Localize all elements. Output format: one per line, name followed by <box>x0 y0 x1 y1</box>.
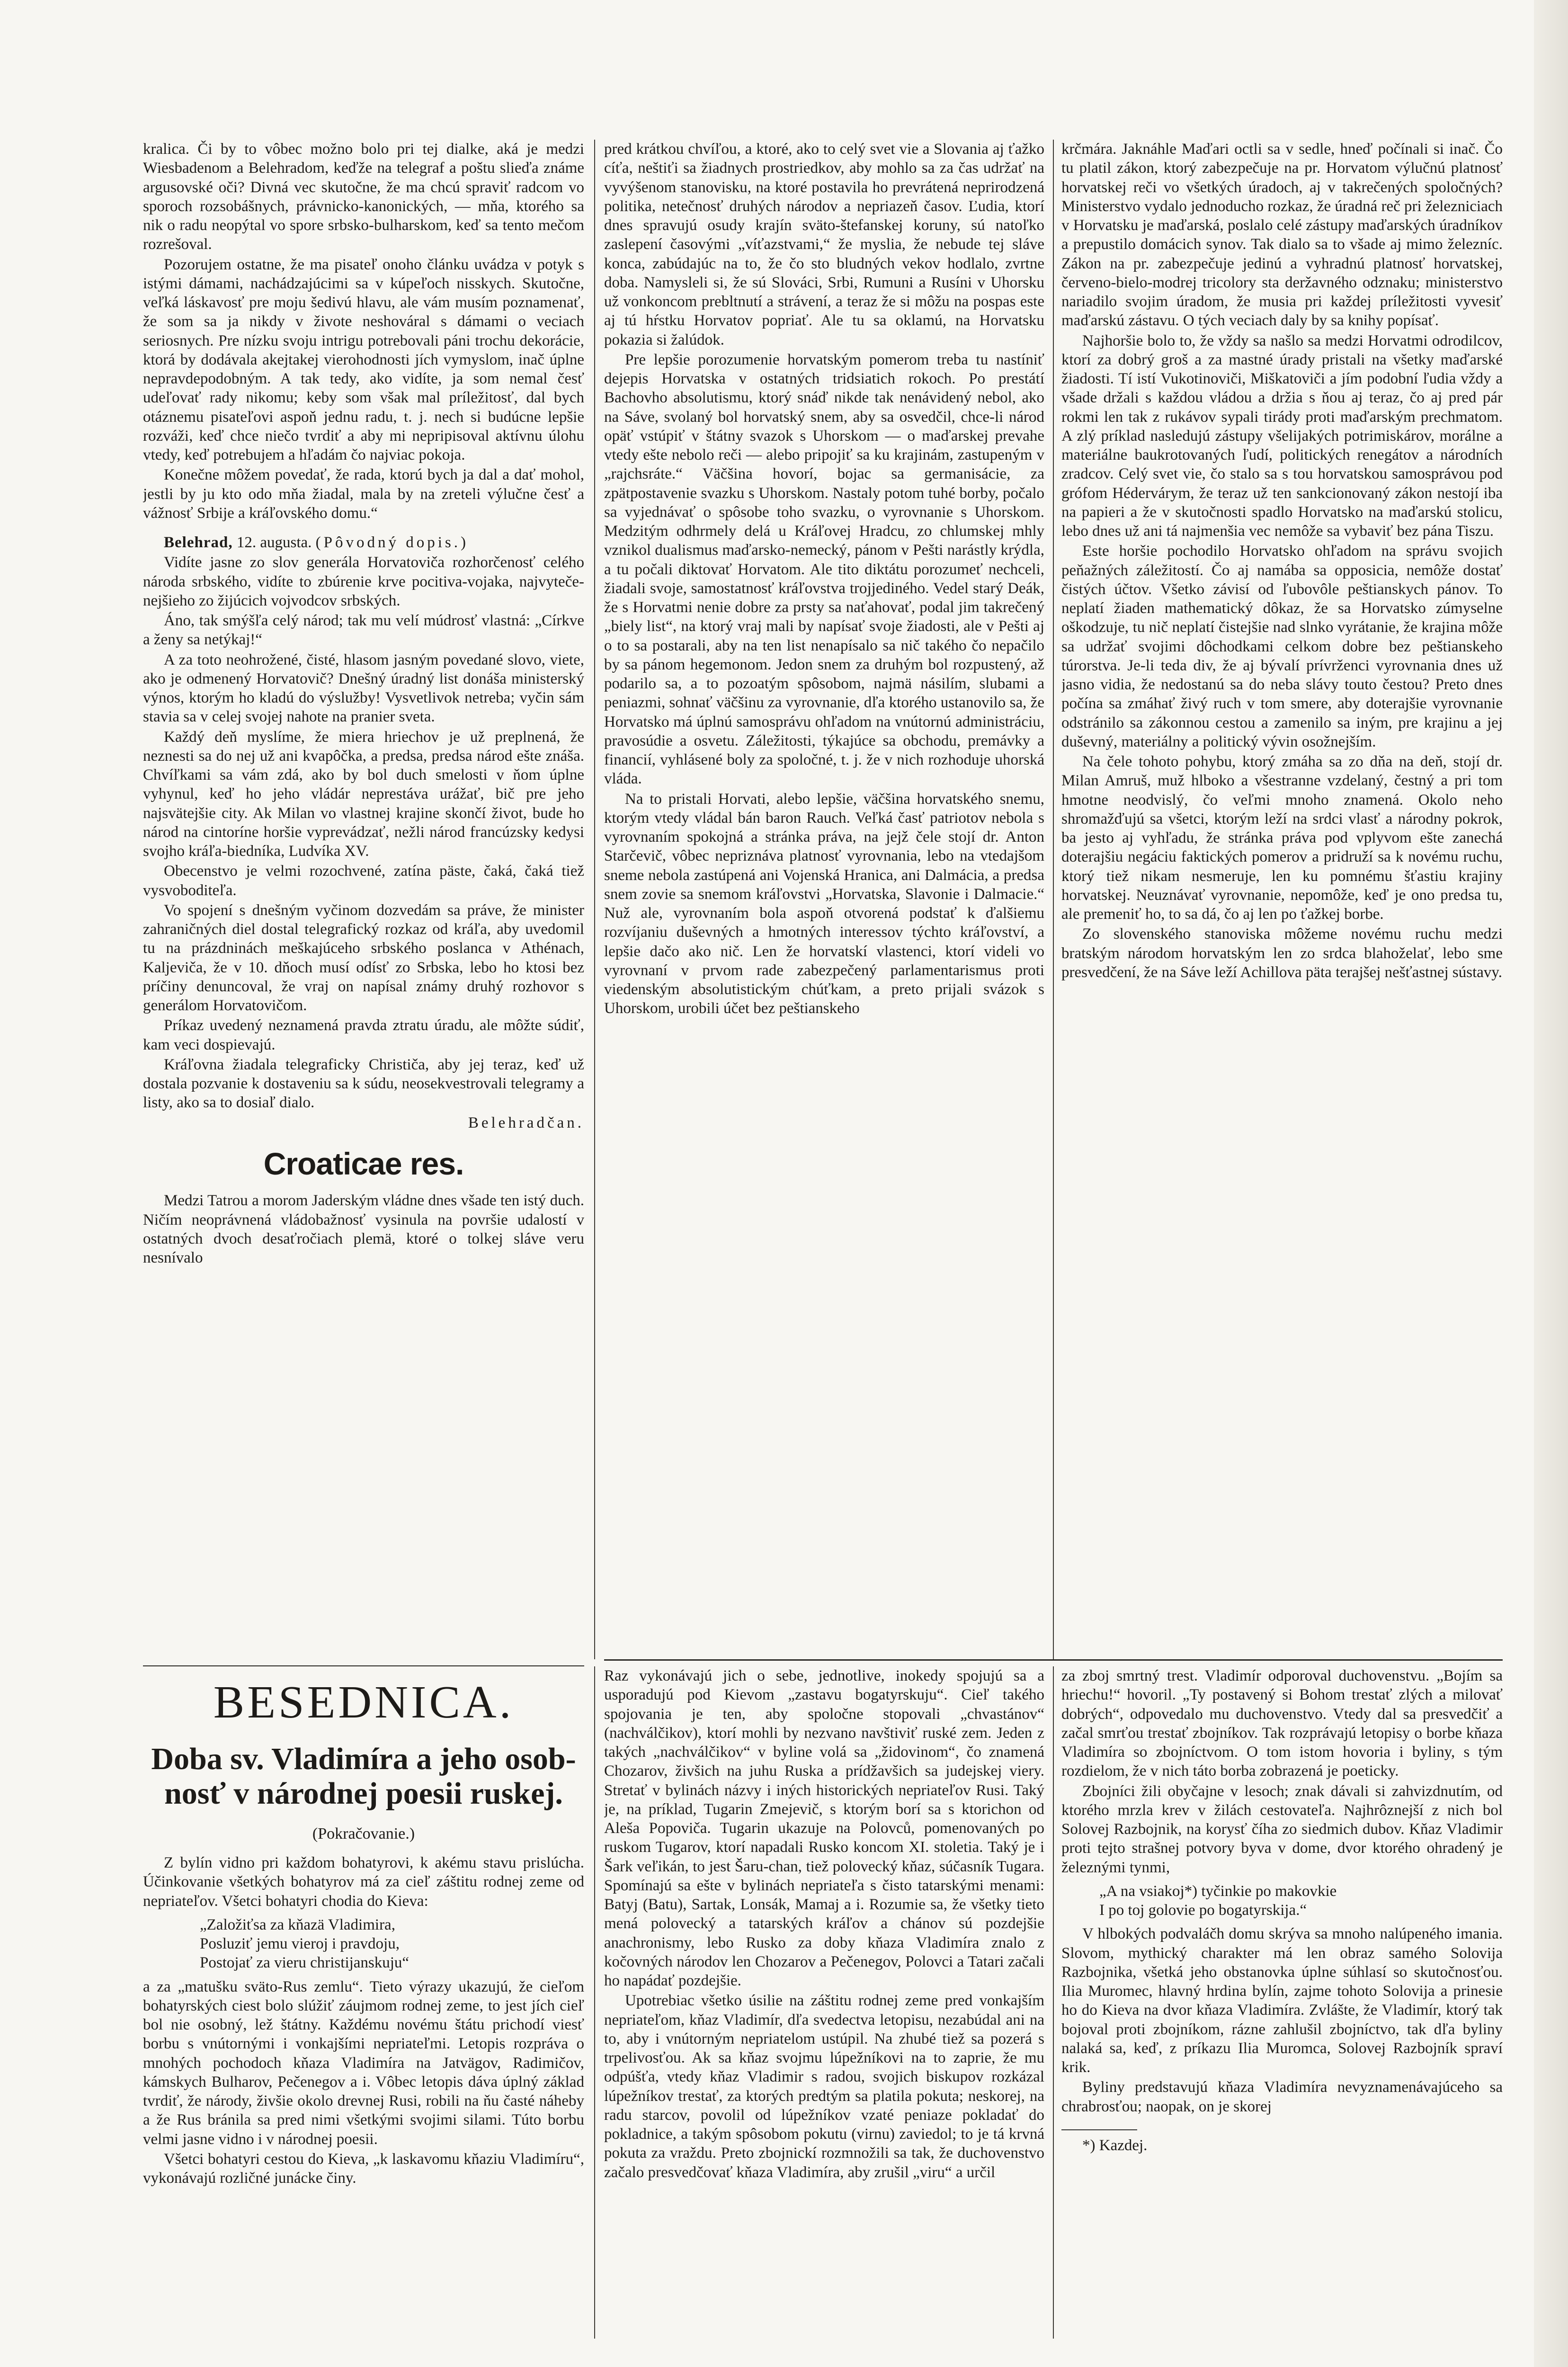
dateline-place: Belehrad, <box>164 534 233 551</box>
verse-line: Postojať za vieru christijanskuju“ <box>200 1954 410 1972</box>
paragraph: Každý deň myslíme, že miera hriechov je už preplnená, že neznesti sa do nej už ani kvapôčka, a predsa, predsa národ ešte znáša. Chvíľkami sa vám zdá, ako by bol duch smelosti v ňom úplne vyhynul, keď ho jeho vládár neprestáva urážať, bič pre jeho najsvätejšie city. Ak Milan vo vlastnej krajine skončí život, bude ho národ na cintoríne horšie vyprevádzať, nežli národ francúzsky kedysi svojho kráľa-biedníka, Ludvíka XV. <box>143 728 584 860</box>
paragraph: Zbojníci žili obyčajne v lesoch; znak dávali si zahvizdnutím, od ktorého mrzla krev v žilách cestovateľa. Najhrôznejší z nich bol Solovej Razbojnik, na korysť číha zo siedmich dubov. Kňaz Vladimir proti tejto strašnej potvory byva v dome, dvor ktorého ohradený je železnými tynmi, <box>1061 1782 1503 1876</box>
paragraph: Pozorujem ostatne, že ma pisateľ onoho článku uvádza v potyk s istými dámami, nachádzajúcimi sa v kúpeľoch nisskych. Skutočne, veľká láskavosť pre moju šedivú hlavu, ale vám musím poznamenať, že som sa ja nikdy v živote neshováral s dámami o veciach seriosnych. Pre nízku svoju intrigu potrebovali páni trochu dekorácie, ktorá by dodávala akejtakej vierohodnosti jích vymyslom, inač úplne nepravdepodobným. A tak tedy, ako vidíte, ja som nemal česť udeľovať rady nikomu; keby som však mal príležitosť, dal bych otáznemu pisateľovi aspoň jednu radu, t. j. nech si budúcne lepšie rozváži, keď chce niečo tvrdiť a aby mi nepripisoval aktívnu úlohu vtedy, keď potrebujem a hľadám čo najviac pokoja. <box>143 256 584 463</box>
paragraph: Áno, tak smýšľa celý národ; tak mu velí múdrosť vlastná: „Církve a ženy sa netýkaj!“ <box>143 612 584 649</box>
paragraph: Na čele tohoto pohybu, ktorý zmáha sa zo dňa na deň, stojí dr. Milan Amruš, muž hlboko a všestranne vzdelaný, čestný a pri tom hmotne neodvislý, čo veľmi mnoho znamená. Okolo neho shromažďujú sa všetci, ktorým leží na srdci vlasť a národny pokrok, ba jesto aj vyhľadu, že stránka práva pod vplyvom ešte zanechá doterajšiu negáciu faktických pomerov a pridruží sa k novému ruchu, ktorý tiež nikam nesmeruje, len ku pomnému šťastiu krajiny horvatskej. Neuznávať vyrovnanie, nepomôže, keď je ono predsa tu, ale premeniť ho, to sa dá, čo aj len po ťažkej borbe. <box>1061 753 1503 923</box>
footnote: *) Kazdej. <box>1082 2136 1148 2154</box>
article-title-line: Doba sv. Vladimíra a jeho osob- <box>151 1742 576 1776</box>
column-top-right <box>1061 140 1503 1673</box>
column-divider <box>594 140 595 1659</box>
paragraph: kralica. Či by to vôbec možno bolo pri tej dialke, aká je medzi Wiesbadenom a Belehradom, keďže na telegraf a poštu slieďa známe argusovské oči? Divná vec skutočne, že ma chcú spraviť radcom vo sporoch rozsobášnych, právnicko-kanonických, — mňa, ktorého sa nik o radu neopýtal vo spore srbsko-bulharskom, keď sa tento mečom rozrešoval. <box>143 141 584 253</box>
column-divider <box>594 1666 595 2339</box>
paragraph: Všetci bohatyri cestou do Kieva, „k laskavomu kňaziu Vladimíru“, vykonávajú rozličné junácke činy. <box>143 2150 584 2187</box>
dateline-date: 12. augusta. <box>236 534 312 551</box>
paragraph: Este horšie pochodilo Horvatsko ohľadom na správu svojich peňažných záležitostí. Čo aj namába sa opposicia, nemôže dostať čistých účtov. Všetko závisí od ľubovôle peštianskych pánov. To neplatí žiaden mathematický dôkaz, že sa Horvatsko zúmyselne oškodzuje, tu nič neplatí čistejšie nad slnko vyrátanie, že krajina môže sa udržať svojimi dôchodkami celkom dobre bez peštianskeho túrorstva. Je-li teda div, že aj bývalí prívrženci vyrovnania dnes už jasno vidia, že nedostanú sa do neba slávy touto čestou? Preto dnes počína sa zmáhať živý ruch v tom smere, aby doterajšie vyrovnanie odstránilo sa zákonnou cestou a zamenilo sa iným, pre krajinu a jej duševný, materiálny a politický vývin osožnejším. <box>1061 543 1503 750</box>
paragraph: Byliny predstavujú kňaza Vladimíra nevyznamenávajúceho sa chrabrosťou; naopak, on je skorej <box>1061 2079 1503 2115</box>
dateline-tag: (Pôvodný dopis.) <box>315 534 469 551</box>
paragraph: A za toto neohrožené, čisté, hlasom jasným povedané slovo, viete, ako je odmenený Horvatovič? Dnešný úradný list donáša ministerský výnos, ktorým ho kladú do výslužby! Vysvetlivok netreba; vyčin sám stavia sa v celej svojej nahote na pranier sveta. <box>143 651 584 726</box>
section-divider <box>143 1665 584 1666</box>
verse <box>200 1915 584 1973</box>
paragraph: Raz vykonávajú jich o sebe, jednotlive, inokedy spojujú sa a usporadujú pod Kievom „zastavu bogatyrskuju“. Cieľ takého spojovania je ten, aby spoločne stopovali „chvastánov“ (nachválčikov), ktorí mohli by nezvano navštiviť ruské zem. Jeden z takých „nachválčikov“ v byline volá sa „židovinom“, čo znamená Chozarov, živšich na juhu Ruska a prídžavšich sa judejskej viery. Stretať v bylinách názvy i iných historických nepriateľov Rusi. Taký je, na príklad, Tugarin Zmejevič, s ktorým borí sa s ktorichon od Aleša Popoviča. Tugarin ukazuje na Polovců, pomenovaných po ruskom Tugarov, ktorí napadali Rusko koncom XI. stoletia. Taký je i Šark veľikán, to jest Šaru-chan, tiež polovecký kňaz, súčasník Tugara. Spomínajú sa ešte v bylinách nepriateľa s čisto tatarskými menami: Batyj (Batu), Sartak, Lonsák, Mamaj a i. Rozumie sa, že všetky tieto mená polovecký a tatarských kráľov a chánov sú pozdejšie anachronismy, lebo Rusko za doby kňaza Vladimíra znalo z kočovných národov len Chozarov a Pečenegov, Polovci a Tatari začali ho napádať pozdejšie. <box>604 1667 1044 1989</box>
paragraph: Na to pristali Horvati, alebo lepšie, väčšina horvatského snemu, ktorým vtedy vládal bán baron Rauch. Veľká časť patriotov nebola s vyrovnaním spokojná a stránka práva, na jejž čele stojí dr. Anton Starčevič, vôbec nepriznáva platnosť vyrovnania, lebo na vtedajšom sneme nebola zastúpená ani Vojenská Hranica, ani Dalmácia, a predsa snem zovie sa snemom kráľovstvi „Horvatska, Slavonie i Dalmacie.“ Nuž ale, vyrovnaním bola aspoň otvorená podstať k ďalšiemu rozvíjaniu duševných a hmotných interessov týchto kráľovství, a lepšie dačo ako nič. Len že horvatskí vlastenci, ktorí videli vo vyrovnaní v prvom rade zabezpečený parlamentarismus proti viedenským absolutistickým chúťkam, a preto prijali svázok s Uhorskom, urobili účet bez peštianskeho <box>604 790 1044 1017</box>
column-top-left <box>143 140 584 1673</box>
column-bottom-right <box>1061 1666 1503 2343</box>
paragraph: Kráľovna žiadala telegraficky Christiča, aby jej teraz, keď už dostala pozvanie k dostaveniu sa k súdu, neosekvestrovali telegramy a listy, ako sa to dosiaľ dialo. <box>143 1056 584 1112</box>
footnote-rule <box>1061 2129 1137 2130</box>
verse-line: „Založiťsa za kňazä Vladimira, <box>200 1916 395 1933</box>
page-edge <box>1534 0 1568 2367</box>
feuilleton-masthead: BESEDNICA. <box>213 1677 514 1728</box>
paragraph: Z bylín vidno pri každom bohatyrovi, k akému stavu prislúcha. Účinkovanie všetkých bohatyrov má za cieľ záštitu rodnej zeme od nepriateľov. Všetci bohatyri chodia do Kieva: <box>143 1854 584 1910</box>
paragraph: Vo spojení s dnešným vyčinom dozvedám sa práve, že minister zahraničných diel dostal telegrafický rozkaz od kráľa, aby uvedomil tu na prázdninách meškajúceho srbského poslanca v Athénach, Kaljeviča, že v 10. dňoch musí odísť zo Srbska, lebo ho ktosi bez príčiny denuncoval, že vraj on napísal známy druhý rozhovor s generálom Horvatovičom. <box>143 901 584 1014</box>
article-subtitle: (Pokračovanie.) <box>312 1825 415 1842</box>
article-title-line: nosť v národnej poesii ruskej. <box>164 1776 563 1811</box>
verse-line: I po toj golovie po bogatyrskija.“ <box>1099 1902 1307 1919</box>
paragraph: Pre lepšie porozumenie horvatským pomerom treba tu nastíniť dejepis Horvatska v ostatných tridsiatich rokoch. Po prestátí Bachovho absolutismu, ktorý snáď nikde tak nenávidený nebol, ako na Sáve, svolaný bol horvatský snem, aby sa osvedčil, chce-li národ opäť vstúpiť v štátny svazok s Uhorskom — o maďarskej prevahe vtedy ešte nebolo reči — alebo pripojiť sa ku krajinám, zastupeným v „rajchsráte.“ Väčšina hovorí, bojac sa germanisácie, za zpätpostavenie svazku s Uhorskom. Nastaly potom tuhé borby, počalo sa vyjednávať o spôsobe toho svazku, o vyrovnanie s Uhorskom. Medzitým odhrmely delá u Kráľovej Hradcu, zo chlumskej mhly vznikol dualismus maďarsko-nemecký, pánom v Pešti narástly krýdla, a tu počali diktovať Horvatom. Ale tito diktátu porozumeť nechceli, žiadali svoje, samostatnosť kráľovstva trojjediného. Vedel starý Deák, že s Horvatmi nenie dobre za prsty sa naťahovať, podal jim takrečený „biely list“, na ktorý vraj mali by napísať svoje žiadosti, ale v Pešti aj o to sa postarali, aby na ten list nenapísalo sa nič takého čo nepačilo by sa pánom hegemonom. Jedon snem za druhým bol rozpustený, až podarilo sa, a to pozoatým spôsobom, najmä násilím, slubami a peniazmi, sohnať väčšinu za vyrovnanie, dľa ktorého ustanovilo sa, že Horvatsko má úplnú samosprávu ohľadom na vnútornú administráciu, pravosúdie a osvetu. Záležitosti, týkajúce sa obchodu, premávky a financií, vyhlásené boly za spoločné, t. j. že v nich rozhoduje uhorská vláda. <box>604 351 1044 788</box>
signature: Belehradčan. <box>468 1114 584 1131</box>
paragraph: Príkaz uvedený neznamená pravda ztratu úradu, ale môžte súdiť, kam veci dospievajú. <box>143 1017 584 1053</box>
column-bottom-left <box>143 1853 584 2341</box>
column-top-middle <box>604 140 1044 1673</box>
paragraph: V hlbokých podvaláčh domu skrýva sa mnoho nalúpeného imania. Slovom, mythický charakter má len obraz samého Solovija Razbojnika, všetká jeho obstanovka úplne súhlasí so skutočnosťou. Ilia Muromec, hlavný hrdina bylín, zajme tohoto Solovija a prinesie ho do Kieva na dvor kňaza Vladimíra. Zvlášte, že Vladimír, ktorý tak bojoval proti zbojníkom, rázne zahlušil zbojníctvo, tak dľa byliny nalaká sa, keď, z príkazu Ilia Muromca, Solovej Razbojník spraví krik. <box>1061 1925 1503 2076</box>
verse <box>1099 1882 1503 1920</box>
dateline <box>143 533 584 552</box>
paragraph: Obecenstvo je velmi rozochvené, zatína päste, čaká, čaká tiež vysvoboditeľa. <box>143 863 584 899</box>
section-divider <box>604 1659 1503 1661</box>
article-title <box>143 1742 584 1811</box>
paragraph: Konečne môžem povedať, že rada, ktorú bych ja dal a dať mohol, jestli by ju kto odo mňa žiadal, mala by na zreteli výlučne česť a vážnosť Srbije a kráľovského domu.“ <box>143 466 584 522</box>
paragraph: Zo slovenského stanoviska môžeme novému ruchu medzi bratským národom horvatským len zo srdca blahoželať, lebo sme presvedčení, že na Sáve leží Achillova päta terajšej nešťastnej sústavy. <box>1061 925 1503 981</box>
column-divider <box>1053 140 1054 1659</box>
column-divider <box>1053 1666 1054 2339</box>
paragraph: pred krátkou chvíľou, a ktoré, ako to celý svet vie a Slovania aj ťažko cíťa, neštiťi sa žiadnych prostriedkov, aby mohlo sa za čas udržať na vyvýšenom stanovisku, na ktoré postavila ho prevrátená neprirodzená politika, netečnosť druhých národov a nepriazeň časov. Ľudia, ktorí dnes spravujú osudy krajín sväto-štefanskej koruny, sú natoľko zaslepení časovými „víťazstvami,“ že myslia, že nebude tej sláve konca, zabúdajúc na to, že čo sto bludných vekov hodlalo, zvrtne doba. Namysleli si, že sú Slováci, Srbi, Rumuni a Rusíni v Uhorsku už vonkoncom prebltnutí a strávení, a teraz že si môžu na pospas este aj tú hŕstku Horvatov popriať. Ale tu sa oklamú, na Horvatsku pokazia si žalúdok. <box>604 141 1044 348</box>
verse-line: Posluziť jemu vieroj i pravdoju, <box>200 1935 400 1952</box>
paragraph: Upotrebiac všetko úsilie na záštitu rodnej zeme pred vonkajším nepriateľom, kňaz Vladimír, dľa svedectva letopisu, nezabúdal ani na to, aby i vnútorným nepriatelom ustúpil. Na zhubé tiež sa pozerá s trpelivosťou. Ak sa kňaz svojmu lúpežníkovi na to zaprie, že mu odpúšťa, vtedy kňaz Vladimir s radou, svojich biskupov rozkázal lúpežníkov trestať, za ktorých predtým sa platila pokuta; neskorej, na radu starcov, povolil od lúpežníkov vzaté peniaze pokladať do pokladnice, a takým spôsobom pokutu (virnu) zaviedol; to je tá krvná pokuta za vraždu. Preto zbojnickí rozmnožili sa tak, že duchovenstvo začalo presvedčovať kňaza Vladimíra, aby zrušil „viru“ a určil <box>604 1992 1044 2181</box>
verse-line: „A na vsiakoj*) tyčinkie po makovkie <box>1099 1882 1337 1900</box>
paragraph: Medzi Tatrou a morom Jaderským vládne dnes všade ten istý duch. Ničím neoprávnená vládobažnosť vysinula na površie udalostí v ostatných dvoch desaťročiach plemä, ktoré o tolkej sláve veru nesnívalo <box>143 1192 584 1267</box>
paragraph: Najhoršie bolo to, že vždy sa našlo sa medzi Horvatmi odrodilcov, ktorí za dobrý groš a za mastné úrady pristali na všetky maďarské žiadosti. Tí istí Vukotinoviči, Miškatoviči a jím podobní ľudia vždy a všade držali s každou vládou a držia s ňou aj teraz, čo aj pred pár rokmi len tak z rukávov sypali tirády proti maďarským prechmatom. A zlý príklad nasledujú zástupy všelijakých potrimiskárov, morálne a materiálne baukrotovaných ľudí, politických renegátov a národních zradcov. Celý svet vie, čo stalo sa s tou horvatskou samosprávou pod grófom Hédervárym, že teraz už ten sankcionovaný zákon nestojí iba na papieri a že v skutočnosti spadlo Horvatsko na maďarskú stolicu, lebo dnes už ani tá najmenšia vec nemôže sa vybaviť bez pána Tiszu. <box>1061 332 1503 540</box>
column-bottom-middle <box>604 1666 1044 2343</box>
paragraph: Vidíte jasne zo slov generála Horvatoviča rozhorčenosť celého národa srbského, vidíte to zbúrenie krve pocitiva-vojaka, najvytečenejšieho zo žijúcich vojvodcov srbských. <box>143 554 584 609</box>
paragraph: za zboj smrtný trest. Vladimír odporoval duchovenstvu. „Bojím sa hriechu!“ hovoril. „Ty postavený si Bohom trestať zlých a milovať dobrých“, odpovedalo mu duchovenstvo. Vtedy dal sa presvedčiť a začal smrťou trestať zbojníkov. Tak rozprávajú letopisy o borbe kňaza Vladimíra so zbojníctvom. O tom istom hovoria i byliny, s tým rozdielom, že v nich táto borba zobrazená je poeticky. <box>1061 1667 1503 1780</box>
paragraph: a za „matušku sväto-Rus zemlu“. Tieto výrazy ukazujú, že cieľom bohatyrských ciest bolo slúžiť záujmom rodnej zeme, to jest jích cieľ bol nie osobný, lež štátny. Každému novému štátu prichodí viesť borbu s vnútornými i vonkajšími nepriateľmi. Letopis rozpráva o mnohých pochodoch kňaza Vladimíra na Jatvägov, Radimičov, kámskych Bulharov, Pečenegov a i. Vôbec letopis dáva úplný základ tvrdiť, že národy, živšie okolo drevnej Rusi, robili na ňu časté náheby a že Rus bránila sa pred nimi všetkými svojimi silami. Túto borbu velmi jasne vidno i v národnej poesii. <box>143 1978 584 2148</box>
croatia-heading: Croaticae res. <box>263 1146 464 1181</box>
paragraph: krčmára. Jaknáhle Maďari octli sa v sedle, hneď počínali si inač. Čo tu platil zákon, ktorý zabezpečuje na pr. Horvatom výlučnú platnosť horvatskej reči vo všetkých úradoch, aj v takrečených spoločných? Ministerstvo vydalo jednoducho rozkaz, že úradná reč pri železniciach v Horvatsku je maďarská, poslalo celé zástupy maďarských úradníkov a prepustilo domácich synov. Tak dialo sa to všade aj mimo železníc. Zákon na pr. zabezpečuje jedinú a vyhradnú platnosť horvatskej, červeno-bielo-modrej tricolory sta deržavného odznaku; ministerstvo nariadilo svojim úradom, že musia pri každej príležitosti vyvesiť maďarskú zástavu. O tých veciach daly by sa knihy popísať. <box>1061 141 1503 329</box>
